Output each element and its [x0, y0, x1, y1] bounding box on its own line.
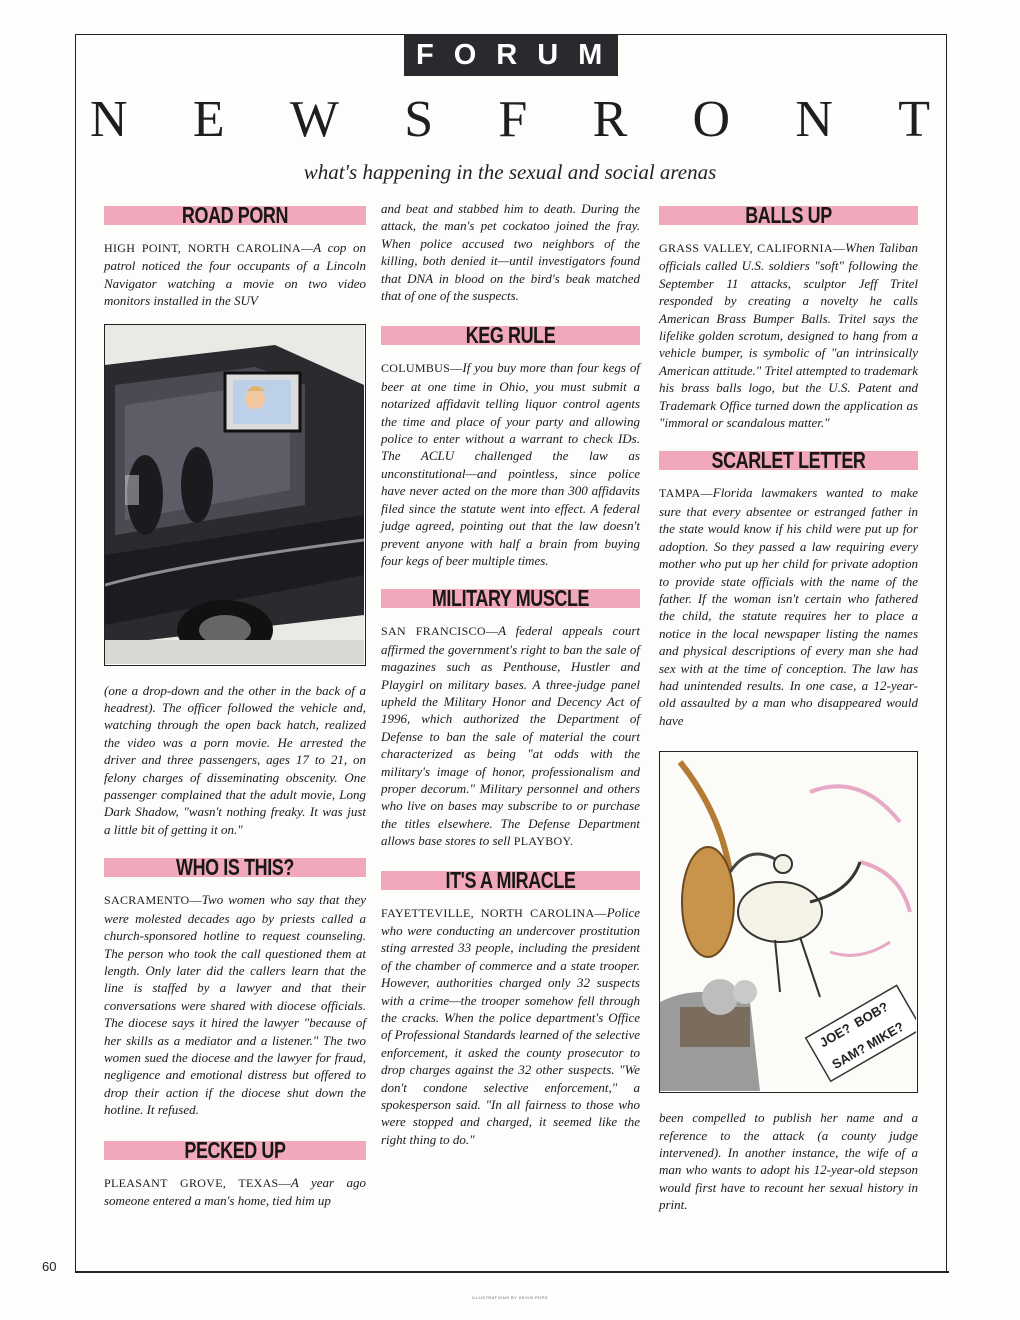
- banner-name-sam: SAM?: [829, 1040, 869, 1073]
- title-letter: R: [592, 90, 628, 148]
- article-body-pecked-up-continued: and beat and stabbed him to death. During the attack, the man's pet cockatoo joined the fray. When police accused two neighbors of the killing, both denied it—until investigators found that DNA in blood on the bird's beak matched that of one of the suspects.: [381, 201, 640, 304]
- title-letter: F: [498, 90, 528, 148]
- page-subtitle: what's happening in the sexual and social arenas: [303, 160, 717, 184]
- article-body-scarlet-letter-continued: been compelled to publish her name and a reference to the attack (a county judge intervened). In another instance, the wife of a man who wants to adopt his 12-year-old stepson would first have to recount her sexual history in print.: [659, 1110, 918, 1213]
- column-middle: [381, 200, 640, 1148]
- article-heading-bar: [381, 866, 640, 893]
- article-heading-its-a-miracle: IT'S A MIRACLE: [445, 866, 576, 893]
- article-heading-bar: [381, 585, 640, 612]
- title-letter: O: [692, 90, 731, 148]
- article-body-road-porn-continued: (one a drop-down and the other in the back of a headrest). The officer followed the vehicle and, watching through the open back hatch, realized the video was a porn movie. He arrested the driver and three passengers, ages 17 to 21, on felony charges of disseminating obscenity. One passenger complained that the adult movie, Long Dark Shadow, "wasn't nothing freaky. It was just a little bit of getting it on.": [104, 682, 366, 837]
- article-body-keg-rule: COLUMBUS—If you buy more than four kegs of beer at one time in Ohio, you must submit a notarized affidavit telling liquor control agents the time and place of your party and allowing police to enter without a warrant to check IDs. The ACLU challenged the law as unconstitutional—and pointless, since police have never acted on the more than 300 affidavits filed since the statute went into effect. A federal judge agreed, pointing out that the law doesn't prevent anyone with half a brain from buying four kegs of beer multiple times.: [381, 360, 640, 568]
- title-letter: S: [404, 90, 434, 148]
- dateline: GRASS VALLEY, CALIFORNIA—: [659, 241, 846, 255]
- column-left: [104, 200, 366, 1209]
- page-frame-bottom-rule: [75, 1271, 949, 1273]
- title-letter: E: [192, 90, 225, 148]
- article-heading-pecked-up: PECKED UP: [184, 1136, 286, 1163]
- banner-name-joe: JOE?: [816, 1020, 854, 1051]
- dateline: SACRAMENTO—: [104, 893, 202, 908]
- article-body-its-a-miracle: FAYETTEVILLE, NORTH CAROLINA—Police who were conducting an undercover prostitution sting arrested 33 people, including the president of the chamber of commerce and a state trooper. However, authorities charged only 32 suspects with a crime—the trooper somehow fell through the cracks. When the police department's Office of Professional Standards learned of the selective enforcement, it asked the county prosecutor to drop charges against the 32 other suspects. "We don't condone selective enforcement," a spokesperson said. "In all fairness to those who were stopped and charged, it seemed like the right thing to do.": [381, 904, 640, 1147]
- stork-illustration: [659, 751, 918, 1093]
- article-heading-bar: [104, 854, 366, 881]
- title-letter: N: [795, 90, 833, 148]
- dateline: SAN FRANCISCO—: [381, 624, 499, 639]
- section-label: FORUM: [404, 34, 618, 76]
- dateline: FAYETTEVILLE, NORTH CAROLINA—: [381, 905, 607, 920]
- stork-drawing: [660, 752, 916, 1091]
- dateline: HIGH POINT, NORTH CAROLINA—: [104, 241, 314, 255]
- article-body-who-is-this: SACRAMENTO—Two women who say that they were molested decades ago by priests called a church-sponsored hotline to request counseling. The person who took the call questioned them at length. Only later did the callers learn that the line is staffed by a lawyer and that their conversations were shared with diocese officials. The diocese says it hired the lawyer "because of her skills as a mediator and a listener." The two women sued the diocese and the lawyer for fraud, negligence and emotional distress but offered to drop their action if the diocese shut down the hotline. It refused.: [104, 892, 366, 1118]
- page-title: [90, 86, 930, 152]
- article-heading-bar: [104, 1136, 366, 1163]
- article-heading-bar: [381, 322, 640, 349]
- suv-illustration: [104, 324, 366, 666]
- article-body-scarlet-letter: TAMPA—Florida lawmakers wanted to make sure that every absentee or estranged father in the state would know if his child were put up for adoption. So they passed a law requiring every mother who put up her child for private adoption to provide state officials with the name of the father. If the woman isn't certain who fathered the child, the statute requires her to place a notice in the local newspaper listing the names and physical descriptions of every man she had sex with at the time of conception. The law has had unintended results. In one case, a 12-year-old assaulted by a man who disappeared would have: [659, 485, 918, 728]
- banner-name-bob: BOB?: [851, 999, 891, 1031]
- suv-drawing: [105, 325, 364, 664]
- title-letter: T: [898, 90, 930, 148]
- article-heading-bar: [659, 447, 918, 474]
- dateline: TAMPA—: [659, 486, 713, 501]
- dateline: COLUMBUS—: [381, 361, 463, 376]
- magazine-name: PLAYBOY.: [513, 834, 574, 849]
- banner-name-mike: MIKE?: [864, 1018, 907, 1053]
- article-body-pecked-up: PLEASANT GROVE, TEXAS—A year ago someone entered a man's home, tied him up: [104, 1174, 366, 1208]
- dateline: PLEASANT GROVE, TEXAS—: [104, 1175, 291, 1190]
- illustration-credit: ILLUSTRATIONS BY KEVIN POPE: [471, 1295, 549, 1300]
- article-heading-balls-up: BALLS UP: [745, 202, 832, 228]
- article-heading-bar: [659, 202, 918, 228]
- article-heading-bar: [104, 202, 366, 228]
- article-body-military-muscle: SAN FRANCISCO—A federal appeals court affirmed the government's right to ban the sale of magazines such as Penthouse, Hustler and Playgirl on military bases. A three-judge panel upheld the Military Honor and Decency Act of 1996, which authorized the Department of Defense to ban the sale of material the court characterized as being "at odds with the military's image of honor, professionalism and proper decorum." Military personnel and others who live on bases may subscribe to or purchase the titles elsewhere. The Defense Department allows base stores to sell PLAYBOY.: [381, 623, 641, 849]
- page-number: 60: [42, 1259, 57, 1274]
- article-heading-keg-rule: KEG RULE: [465, 322, 556, 349]
- article-heading-who-is-this: WHO IS THIS?: [176, 854, 294, 881]
- title-letter: N: [90, 90, 128, 148]
- article-heading-military-muscle: MILITARY MUSCLE: [431, 585, 590, 612]
- title-letter: W: [289, 90, 339, 148]
- article-body-road-porn: HIGH POINT, NORTH CAROLINA—A cop on patrol noticed the four occupants of a Lincoln Navigator watching a movie on two video monitors installed in the SUV: [104, 240, 366, 309]
- article-body-balls-up: GRASS VALLEY, CALIFORNIA—When Taliban officials called U.S. soldiers "soft" following the September 11 attacks, sculptor Jeff Tritel responded by creating a novelty he calls American Brass Bumper Balls. Tritel says the lifelike golden scrotum, designed to hang from a vehicle bumper, is symbolic of "an intrinsically American attitude." Tritel attempted to trademark his brass balls logo, but the U.S. Patent and Trademark Office turned down the application as "immoral or scandalous matter.": [659, 240, 919, 431]
- article-heading-road-porn: ROAD PORN: [181, 202, 289, 228]
- article-heading-scarlet-letter: SCARLET LETTER: [711, 447, 866, 474]
- column-right: [659, 200, 918, 1214]
